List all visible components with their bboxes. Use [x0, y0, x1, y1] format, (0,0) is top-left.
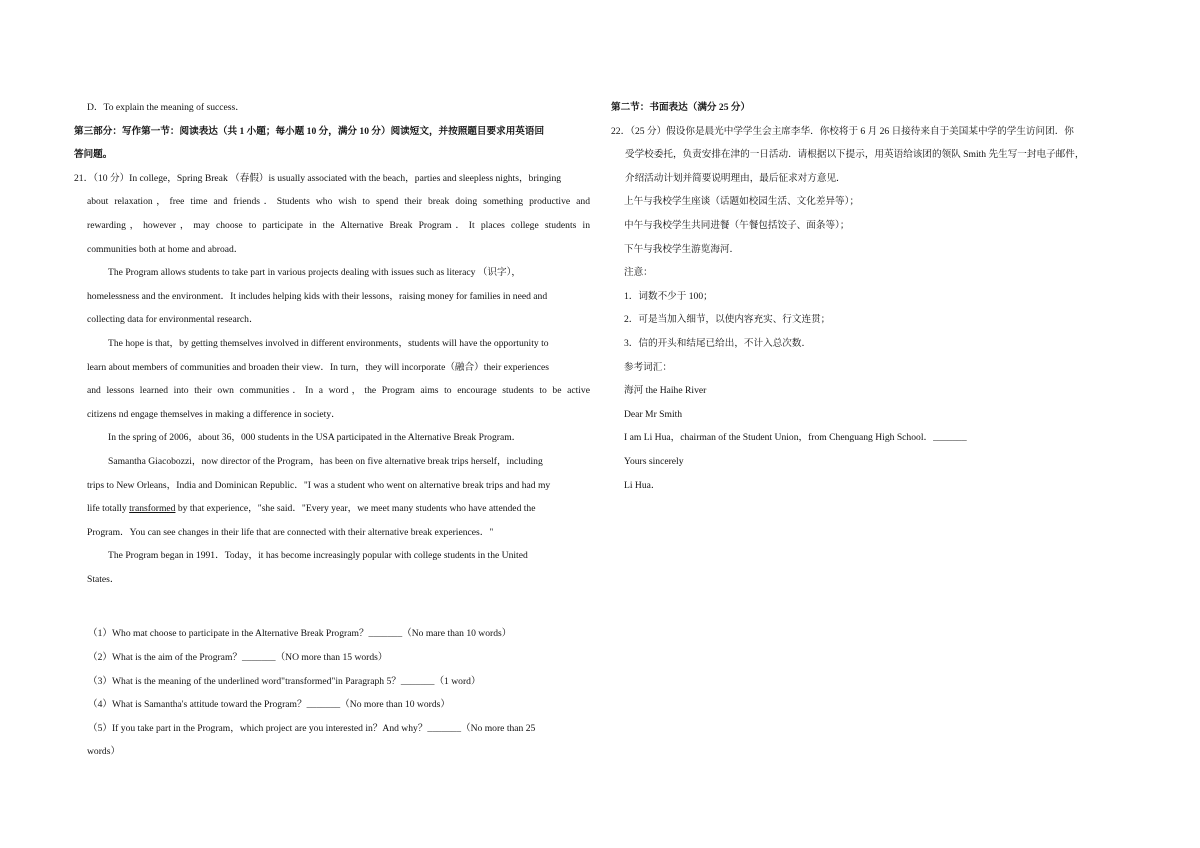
- option-d: D．To explain the meaning of success．: [87, 102, 245, 113]
- q22-line-3: 介绍活动计划并简要说明理由，最后征求对方意见．: [625, 172, 846, 184]
- q22-line-2: 受学校委托，负责安排在津的一日活动．请根据以下提示，用英语给该团的领队 Smith 先生写一封电子邮件，: [625, 149, 1085, 161]
- plan-afternoon: 下午与我校学生游览海河．: [624, 243, 740, 255]
- paragraph-3-line-4: citizens nd engage themselves in making a difference in society．: [87, 408, 341, 420]
- vocab-haihe-river: 海河 the Haihe River: [624, 385, 707, 397]
- vocab-label: 参考词汇：: [624, 361, 672, 373]
- paragraph-2-line-3: collecting data for environmental research．: [87, 314, 259, 326]
- letter-signature: Li Hua．: [624, 479, 661, 491]
- letter-opening: I am Li Hua，chairman of the Student Union，from Chenguang High School．_______: [624, 432, 967, 444]
- question-3: （3）What is the meaning of the underlined word"transformed"in Paragraph 5？_______（1 word）: [88, 675, 481, 687]
- paragraph-5-line-2: trips to New Orleans，India and Dominican Republic．"I was a student who went on alternative break trips and had my: [87, 479, 551, 491]
- paragraph-2-line-2: homelessness and the environment．It includes helping kids with their lessons，raising money for families in need and: [87, 290, 548, 302]
- q21-line-4: communities both at home and abroad．: [87, 243, 244, 255]
- paragraph-6-line-2: States．: [87, 573, 120, 585]
- paragraph-5-line-4: Program．You can see changes in their life that are connected with their alternative break experiences．": [87, 526, 494, 538]
- question-4: （4）What is Samantha's attitude toward the Program？_______（No more than 10 words）: [88, 699, 450, 711]
- question-5-line-1: （5）If you take part in the Program，which project are you interested in？And why？_______（No more than 25: [88, 722, 536, 734]
- section-heading-writing: 第二节：书面表达（满分 25 分）: [611, 102, 751, 113]
- letter-closing: Yours sincerely: [624, 455, 684, 467]
- left-column: [74, 96, 590, 764]
- question-1: （1）Who mat choose to participate in the Alternative Break Program？_______（No mare than 10 words）: [88, 628, 512, 640]
- paragraph-3-line-3: and lessons learned into their own communities．In a word，the Program aims to encourage students to be active: [87, 385, 590, 397]
- question-2: （2）What is the aim of the Program？_______（NO more than 15 words）: [88, 652, 388, 664]
- plan-noon: 中午与我校学生共同进餐（午餐包括饺子、面条等）；: [624, 219, 850, 231]
- paragraph-5-line-3: [74, 497, 590, 521]
- paragraph-6-line-1: The Program began in 1991．Today，it has become increasingly popular with college students in the United: [108, 550, 528, 562]
- section-heading-reading-expression: 第三部分：写作第一节：阅读表达（共 1 小题；每小题 10 分，满分 10 分）阅读短文，并按照题目要求用英语回: [74, 125, 545, 137]
- spacer: [74, 591, 590, 622]
- underlined-word-transformed: transformed: [129, 503, 176, 515]
- note-3: 3．信的开头和结尾已给出，不计入总次数．: [624, 337, 812, 349]
- paragraph-3-line-2: learn about members of communities and broaden their view．In turn，they will incorporate（融合）their experiences: [87, 361, 549, 373]
- paragraph-3-line-1: The hope is that，by getting themselves involved in different environments，students will have the opportunity to: [108, 337, 549, 349]
- notes-label: 注意：: [624, 267, 653, 279]
- paragraph-5-line-3-end: by that experience，"she said．"Every year，we meet many students who have attended the: [175, 503, 536, 515]
- right-column: [611, 96, 1127, 497]
- letter-greeting: Dear Mr Smith: [624, 408, 683, 420]
- paragraph-5-line-1: Samantha Giacobozzi，now director of the Program，has been on five alternative break trips herself，including: [108, 455, 543, 467]
- q21-line-1: 21．（10 分）In college，Spring Break （春假）is usually associated with the beach，parties and sleepless nights，bringing: [74, 172, 562, 184]
- note-1: 1．词数不少于 100；: [624, 290, 713, 302]
- paragraph-5-line-3-start: life totally: [87, 503, 130, 515]
- q21-line-2: about relaxation，free time and friends．Students who wish to spend their break doing something productive and: [87, 196, 590, 208]
- q21-line-3: rewarding，however，may choose to participate in the Alternative Break Program．It places college students in: [87, 219, 590, 231]
- paragraph-2-line-1: The Program allows students to take part in various projects dealing with issues such as literacy （识字），: [108, 267, 521, 279]
- paragraph-4-line-1: In the spring of 2006，about 36，000 students in the USA participated in the Alternative Break Program．: [108, 432, 522, 444]
- note-2: 2．可是当加入细节，以使内容充实、行文连贯；: [624, 314, 831, 326]
- q22-line-1: 22．（25 分）假设你是晨光中学学生会主席李华．你校将于 6 月 26 日接待来自于美国某中学的学生访问团．你: [611, 125, 1074, 137]
- section-heading-reading-expression-cont: 答问题。: [74, 149, 113, 161]
- question-5-line-2: words）: [87, 746, 121, 758]
- plan-morning: 上午与我校学生座谈（话题如校园生活、文化差异等）；: [624, 196, 860, 208]
